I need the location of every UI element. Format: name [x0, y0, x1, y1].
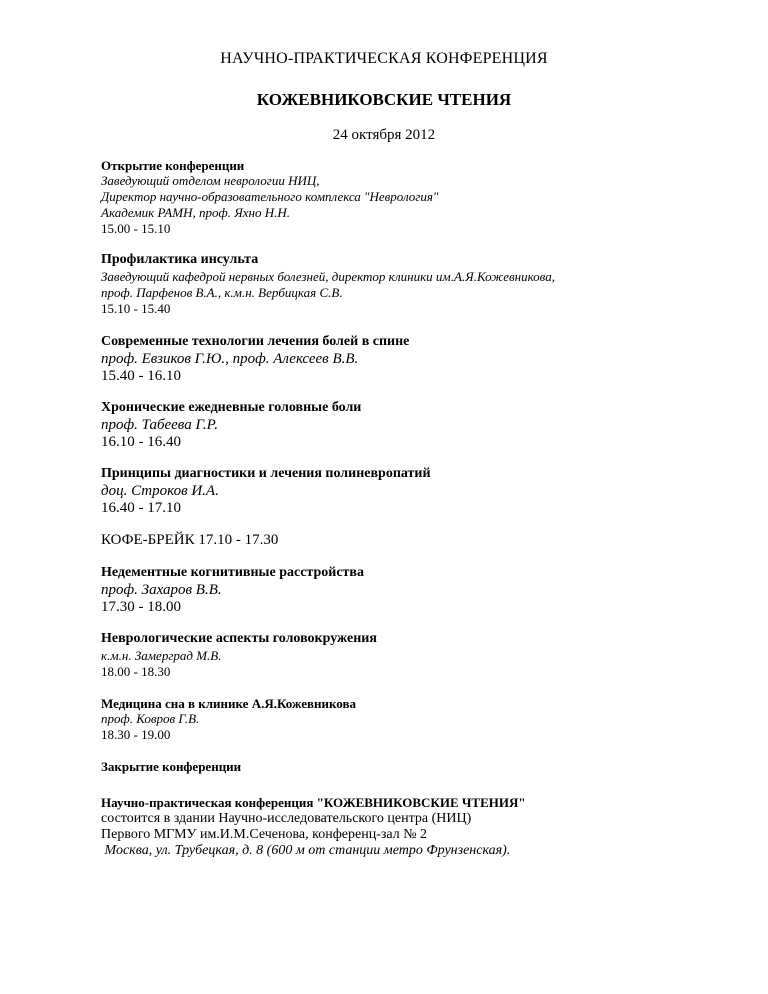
- venue-title: Научно-практическая конференция "КОЖЕВНИКОВСКИЕ ЧТЕНИЯ": [101, 795, 526, 810]
- conference-type: НАУЧНО-ПРАКТИЧЕСКАЯ КОНФЕРЕНЦИЯ: [220, 50, 548, 67]
- session-time: 16.10 - 16.40: [101, 434, 181, 450]
- venue-line: состоится в здании Научно-исследовательского центра (НИЦ): [101, 811, 472, 826]
- session-speaker: Директор научно-образовательного комплекса "Неврология": [101, 189, 439, 204]
- session-speaker: Заведующий отделом неврологии НИЦ,: [101, 173, 320, 188]
- session-speaker: Заведующий кафедрой нервных болезней, директор клиники им.А.Я.Кожевникова,: [101, 269, 555, 284]
- session-speaker: проф. Евзиков Г.Ю., проф. Алексеев В.В.: [101, 351, 359, 367]
- session-time: 17.30 - 18.00: [101, 599, 181, 615]
- session-speaker: доц. Строков И.А.: [101, 483, 219, 499]
- session-stroke-prevention: [101, 251, 741, 317]
- session-speaker: Академик РАМН, проф. Яхно Н.Н.: [101, 205, 290, 220]
- session-cognitive-disorders: [101, 564, 741, 616]
- venue-info: [101, 795, 741, 859]
- session-sleep-medicine: [101, 696, 741, 743]
- venue-line: Первого МГМУ им.И.М.Сеченова, конференц-зал № 2: [101, 827, 428, 842]
- conference-date: 24 октября 2012: [332, 127, 436, 143]
- session-title: Современные технологии лечения болей в спине: [101, 334, 410, 349]
- coffee-break-label: КОФЕ-БРЕЙК 17.10 - 17.30: [101, 532, 279, 548]
- session-back-pain: [101, 333, 741, 385]
- session-closing: [101, 759, 741, 774]
- session-title: Медицина сна в клинике А.Я.Кожевникова: [101, 696, 356, 711]
- session-title: Открытие конференции: [101, 158, 245, 173]
- session-speaker: проф. Захаров В.В.: [101, 582, 222, 598]
- session-speaker: к.м.н. Замерград М.В.: [101, 648, 222, 663]
- session-time: 18.30 - 19.00: [101, 727, 171, 742]
- program-content: [101, 158, 741, 859]
- session-time: 15.00 - 15.10: [101, 221, 171, 236]
- session-time: 15.40 - 16.10: [101, 368, 181, 384]
- session-time: 18.00 - 18.30: [101, 664, 171, 679]
- venue-address: Москва, ул. Трубецкая, д. 8 (600 м от станции метро Фрунзенская).: [101, 843, 511, 858]
- session-title: Профилактика инсульта: [101, 252, 259, 267]
- session-title: Хронические ежедневные головные боли: [101, 400, 362, 415]
- session-polyneuropathy: [101, 465, 741, 517]
- session-speaker: проф. Парфенов В.А., к.м.н. Вербицкая С.В.: [101, 285, 343, 300]
- session-opening: [101, 158, 741, 237]
- session-headache: [101, 399, 741, 451]
- conference-name: КОЖЕВНИКОВСКИЕ ЧТЕНИЯ: [256, 90, 512, 109]
- session-title: Недементные когнитивные расстройства: [101, 565, 364, 580]
- coffee-break: [101, 532, 741, 549]
- session-title: Принципы диагностики и лечения полиневропатий: [101, 466, 431, 481]
- session-time: 15.10 - 15.40: [101, 301, 171, 316]
- session-title: Закрытие конференции: [101, 759, 242, 774]
- session-dizziness: [101, 630, 741, 680]
- session-title: Неврологические аспекты головокружения: [101, 631, 377, 646]
- session-speaker: проф. Ковров Г.В.: [101, 711, 200, 726]
- session-speaker: проф. Табеева Г.Р.: [101, 417, 219, 433]
- session-time: 16.40 - 17.10: [101, 500, 181, 516]
